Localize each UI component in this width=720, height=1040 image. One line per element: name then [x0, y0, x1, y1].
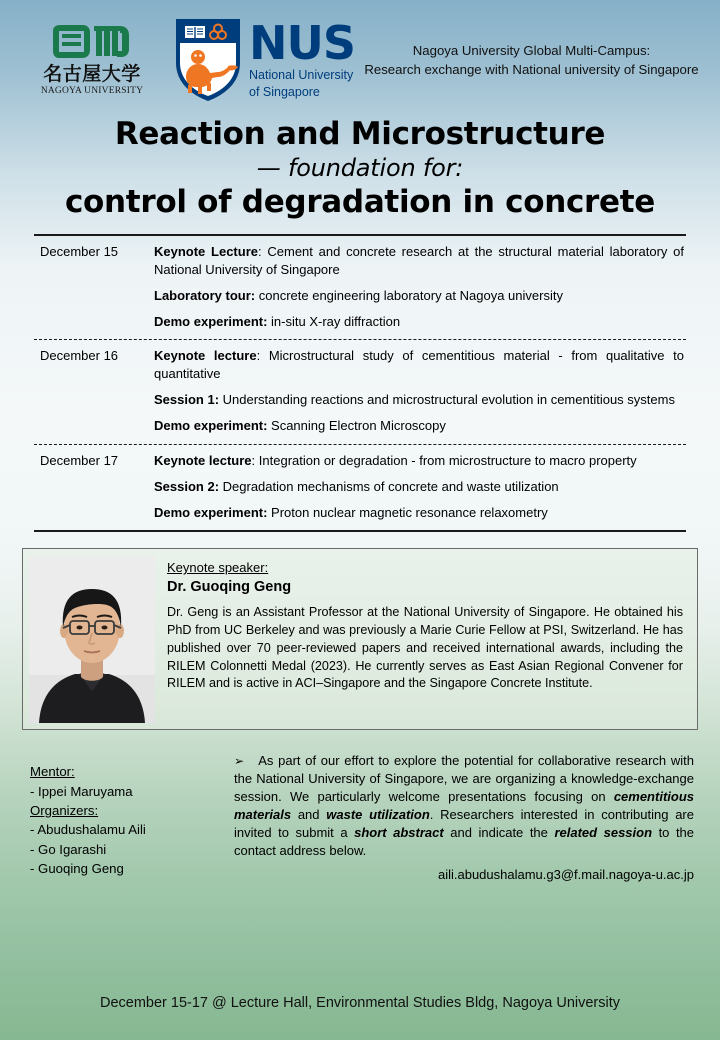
schedule-item-label: Demo experiment:: [154, 505, 268, 521]
cfp-part4: and indicate the: [443, 825, 555, 841]
schedule-day-items: [154, 243, 686, 331]
organizer-item: - Go Igarashi: [30, 841, 107, 857]
organizer-item: - Guoqing Geng: [30, 860, 124, 876]
main-title-line2: — foundation for:: [256, 153, 464, 182]
schedule-item-text: Cement and concrete research at the structural material laboratory of National University of Singapore: [154, 244, 684, 277]
event-subtitle: [355, 41, 706, 79]
speaker-info: [155, 555, 691, 723]
schedule-day-row: [34, 445, 686, 531]
call-for-participation-text: [234, 752, 694, 860]
event-subtitle-line1: Nagoya University Global Multi-Campus:: [412, 42, 651, 58]
cfp-emphasis-4: related session: [554, 825, 653, 841]
schedule-item-text: Scanning Electron Microscopy: [267, 418, 446, 434]
schedule-item-label: Laboratory tour:: [154, 287, 256, 303]
schedule-day-items: [154, 452, 686, 523]
schedule-item-text: Microstructural study of cementitious material - from qualitative to quantitative: [154, 348, 684, 381]
schedule-item: [154, 243, 684, 278]
nagoya-logo-japanese: 名古屋大学: [43, 63, 141, 86]
organizing-people: [30, 752, 228, 884]
schedule-item: [154, 478, 684, 495]
schedule-day-row: [34, 236, 686, 339]
poster-header: [0, 0, 720, 110]
speaker-name: Dr. Guoqing Geng: [167, 578, 292, 595]
schedule-item-text: Proton nuclear magnetic resonance relaxometry: [267, 505, 548, 521]
cfp-part1: As part of our effort to explore the potential for collaborative research with the National University of Singapore, we are organizing a knowledge-exchange session. We particularly welcome presentations focusing on: [234, 753, 694, 805]
schedule-item-text: Degradation mechanisms of concrete and waste utilization: [219, 478, 559, 494]
nus-shield-icon: [174, 17, 242, 103]
speaker-portrait-image: [29, 555, 155, 723]
schedule-item: [154, 313, 684, 330]
speaker-bio: Dr. Geng is an Assistant Professor at the National University of Singapore. He obtained his PhD from UC Berkeley and was previously a Marie Curie Fellow at PSI, Switzerland. He has published over 70 peer-reviewed papers and received international awards, including the RILEM Colonnetti Medal (2023). He currently serves as East Asian Regional Convener for RILEM and is active in ACI–Singapore and the Singapore Concrete Institute.: [167, 605, 683, 691]
call-for-participation: [228, 752, 694, 884]
contact-email[interactable]: aili.abudushalamu.g3@f.mail.nagoya-u.ac.jp: [437, 867, 694, 883]
schedule-day-items: [154, 347, 686, 435]
nus-acronym: NUS: [249, 15, 355, 70]
schedule-item-text: in-situ X-ray diffraction: [267, 314, 401, 330]
organizer-item: - Abudushalamu Aili: [30, 822, 146, 838]
schedule-item: [154, 287, 684, 304]
schedule-item-label: Session 1:: [154, 392, 220, 408]
schedule-date: December 17: [40, 452, 119, 468]
schedule-item: [154, 391, 684, 408]
schedule-date: December 16: [40, 348, 119, 364]
schedule-item: [154, 452, 684, 469]
schedule-day-row: [34, 340, 686, 443]
cfp-part2: and: [291, 807, 327, 823]
mentor-item: - Ippei Maruyama: [30, 783, 133, 799]
cfp-emphasis-3: short abstract: [354, 825, 444, 841]
schedule-item-label: Keynote Lecture: [154, 244, 258, 260]
poster-bottom-section: [30, 752, 694, 884]
keynote-speaker-panel: [22, 548, 698, 730]
schedule-bottom-rule: [34, 530, 686, 532]
speaker-photo: [29, 555, 155, 723]
schedule-item: [154, 504, 684, 521]
schedule-item-label: Demo experiment:: [154, 418, 268, 434]
schedule-item-label: Session 2:: [154, 478, 220, 494]
cfp-emphasis-2: waste utilization: [326, 807, 430, 823]
schedule-item-sep: :: [251, 452, 256, 468]
schedule-item-text: Integration or degradation - from microstructure to macro property: [255, 452, 637, 468]
nagoya-logo-english: NAGOYA UNIVERSITY: [40, 86, 144, 97]
schedule-item-label: Keynote lecture: [154, 452, 252, 468]
event-subtitle-line2: Research exchange with National university of Singapore: [364, 62, 699, 77]
schedule-date: December 15: [40, 244, 119, 260]
nus-full-name-line2: of Singapore: [249, 85, 320, 99]
organizers-label: Organizers:: [30, 802, 99, 818]
poster-main-title: [0, 110, 720, 224]
schedule-item-text: Understanding reactions and microstructural evolution in cementitious systems: [219, 392, 675, 408]
schedule-item: [154, 417, 684, 434]
schedule-item-sep: :: [258, 244, 262, 260]
nagoya-university-logo: [36, 23, 148, 97]
schedule-item-sep: :: [256, 348, 261, 364]
nus-logo: [174, 17, 355, 103]
schedule-item-label: Demo experiment:: [154, 314, 268, 330]
main-title-line3: control of degradation in concrete: [64, 183, 656, 220]
cfp-part5: to the contact address below.: [234, 825, 695, 859]
schedule-item: [154, 347, 684, 382]
speaker-role-label: Keynote speaker:: [167, 560, 269, 576]
nus-full-name-line1: National University: [249, 67, 354, 82]
schedule-item-label: Keynote lecture: [154, 348, 257, 364]
mentor-label: Mentor:: [30, 764, 75, 780]
nagoya-logo-mark: [49, 23, 135, 63]
main-title-line1: Reaction and Microstructure: [114, 116, 606, 152]
venue-footer: December 15-17 @ Lecture Hall, Environmental Studies Bldg, Nagoya University: [99, 995, 621, 1011]
arrow-bullet-icon: ➢: [234, 754, 245, 769]
schedule-table: [34, 234, 686, 532]
cfp-part3: . Researchers interested in contributing are invited to submit a: [234, 807, 694, 841]
cfp-emphasis-1: cementitious materials: [234, 789, 694, 823]
schedule-item-text: concrete engineering laboratory at Nagoya university: [255, 287, 563, 303]
